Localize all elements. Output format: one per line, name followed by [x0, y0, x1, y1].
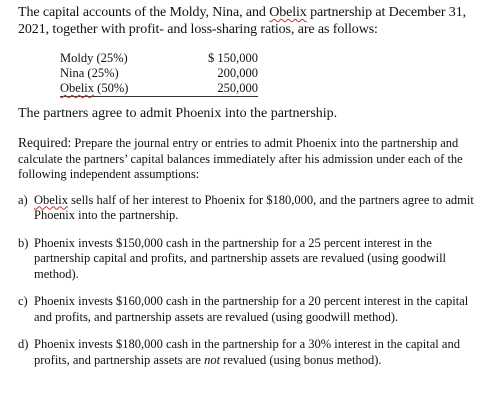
- assumption-letter: a): [18, 192, 28, 207]
- partner-name-obelix: Obelix: [60, 81, 95, 95]
- assumption-letter: b): [18, 235, 29, 250]
- assumption-text: Phoenix invests $150,000 cash in the partnership for a 25 percent interest in the partnership capital and profits, and partnership assets are revalued (using goodwill method).: [34, 235, 447, 281]
- capital-row: [60, 66, 258, 81]
- assumption-item: [18, 294, 486, 325]
- intro-text-1: The capital accounts of the Moldy, Nina, and: [18, 5, 270, 20]
- assumptions-list: [18, 193, 486, 369]
- assumption-item: [18, 337, 486, 368]
- required-label: Required:: [18, 135, 72, 150]
- capital-row: [60, 81, 258, 97]
- assumption-letter: c): [18, 294, 28, 308]
- partner-name: Nina (25%): [60, 66, 119, 80]
- assumption-text: [34, 193, 486, 224]
- partner-capital: 250,000: [190, 81, 258, 97]
- assumption-text-post: revalued (using bonus method).: [220, 352, 382, 367]
- partner-name: [60, 81, 190, 97]
- intro-paragraph: [18, 4, 486, 38]
- intro-obelix: Obelix: [269, 5, 307, 20]
- required-paragraph: [18, 135, 486, 183]
- admit-statement: The partners agree to admit Phoenix into the partnership.: [18, 106, 338, 121]
- assumption-obelix: Obelix: [34, 192, 69, 207]
- capital-accounts-table: [60, 51, 258, 97]
- assumption-emphasis: not: [204, 352, 221, 367]
- intro-text-2: partnership at December 31, 2021, together with profit- and loss-sharing ratios, are as follows:: [18, 5, 467, 37]
- capital-row: [60, 51, 258, 66]
- assumption-item: [18, 193, 486, 224]
- assumption-item: [18, 236, 486, 283]
- assumption-letter: d): [18, 337, 29, 351]
- required-text: Prepare the journal entry or entries to admit Phoenix into the partnership and calculate the partners’ capital balances immediately after his admission under each of the following independent assumptions:: [18, 136, 463, 181]
- partner-name: Moldy (25%): [60, 51, 128, 65]
- assumption-text: [34, 337, 486, 368]
- partner-capital: 200,000: [217, 66, 258, 80]
- assumption-text-rest: sells half of her interest to Phoenix for $180,000, and the partners agree to admit Phoenix into the partnership.: [34, 192, 474, 222]
- partner-name-ratio: (50%): [94, 81, 129, 95]
- assumption-text: Phoenix invests $160,000 cash in the partnership for a 20 percent interest in the capital and profits, and partnership assets are revalued (using goodwill method).: [34, 294, 469, 324]
- partner-capital: $ 150,000: [208, 51, 258, 65]
- assumption-text-pre: Phoenix invests $180,000 cash in the partnership for a 30% interest in the capital and profits, and partnership assets are: [34, 337, 460, 367]
